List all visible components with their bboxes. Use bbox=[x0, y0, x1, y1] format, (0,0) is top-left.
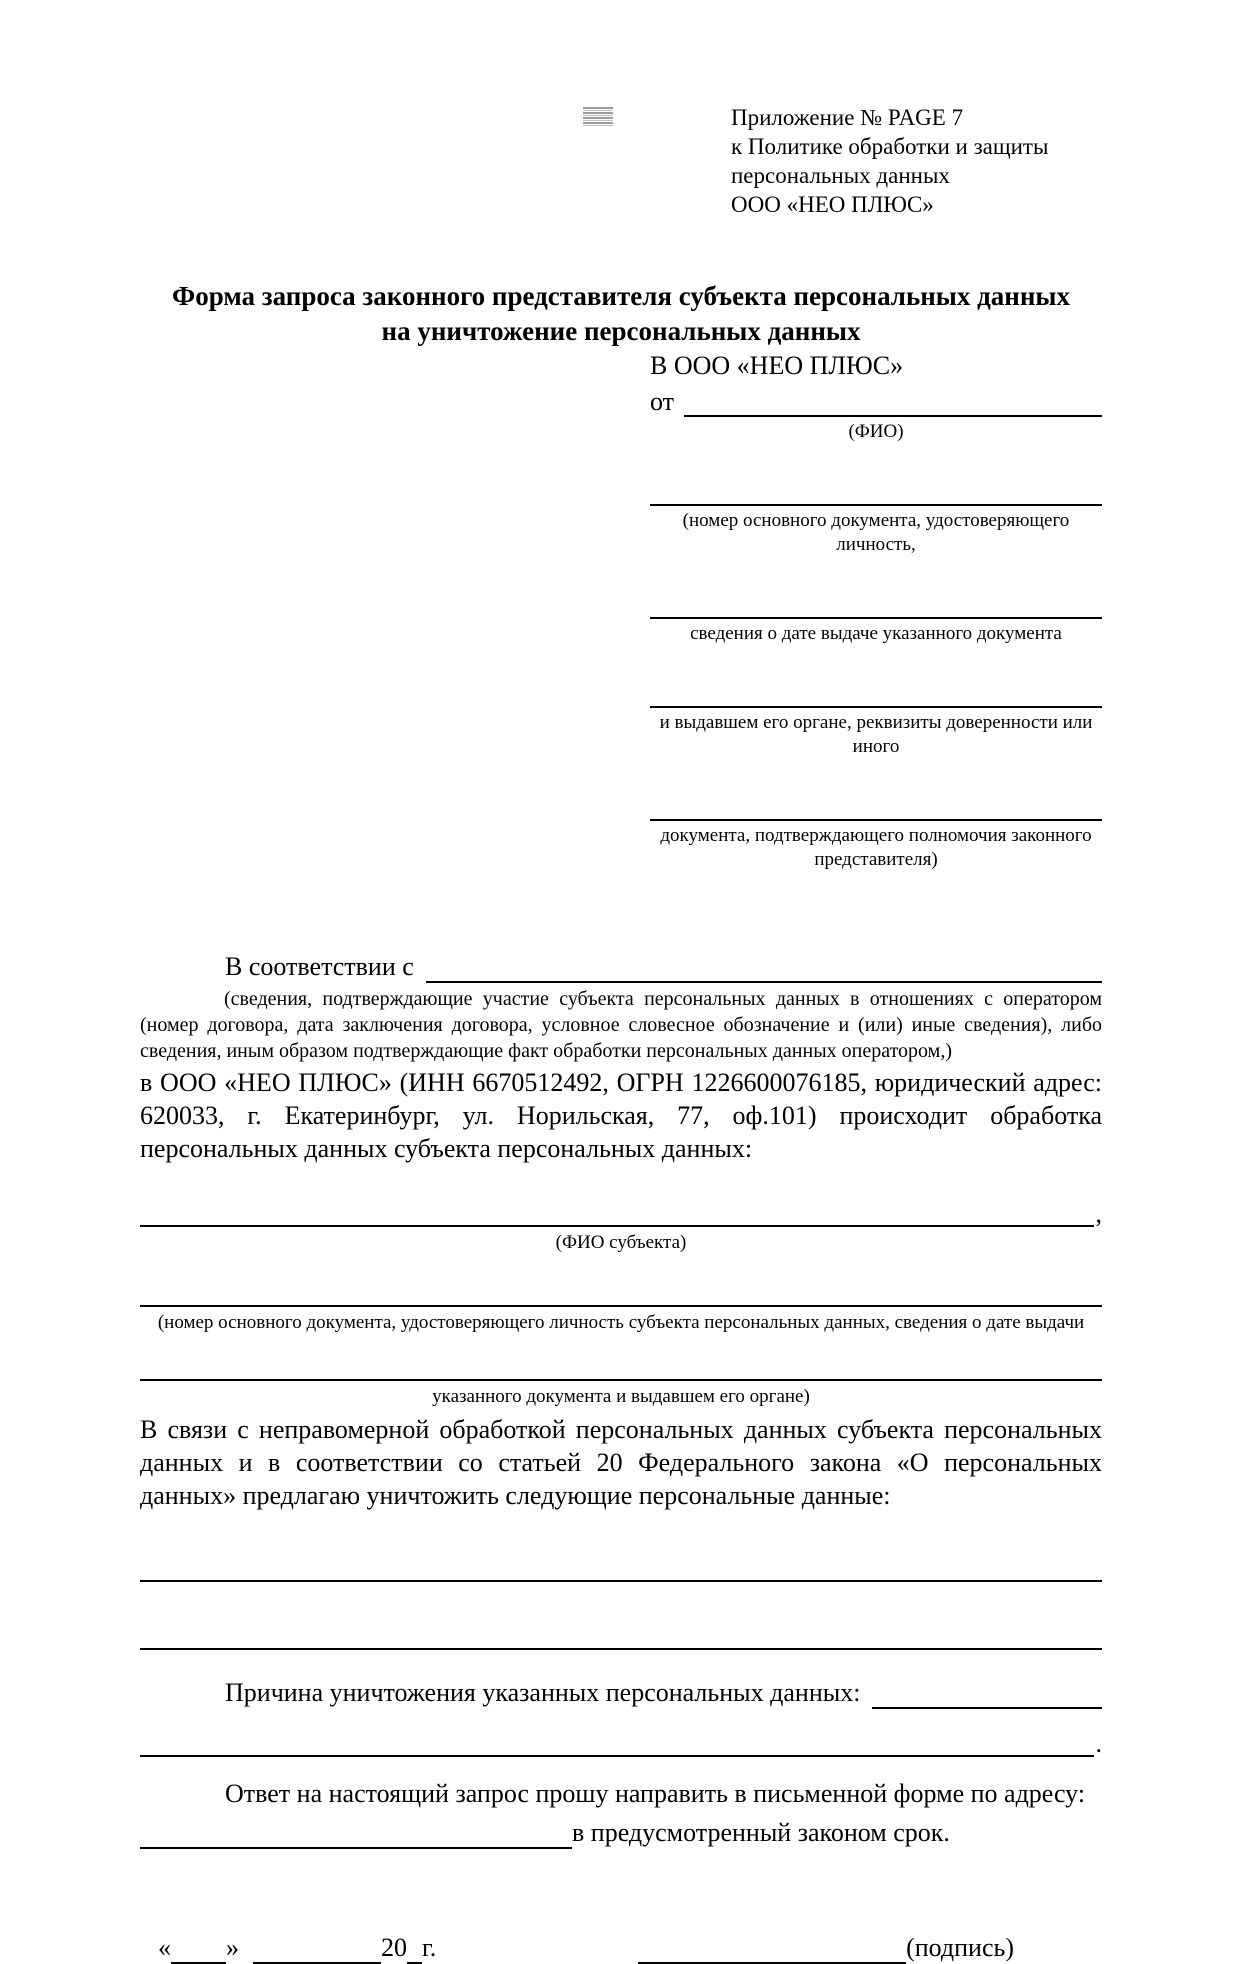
issuing-authority-caption: и выдавшем его органе, реквизиты доверенности или иного bbox=[659, 712, 1093, 757]
recipient-company: В ООО «НЕО ПЛЮС» bbox=[650, 351, 904, 380]
document-number-field[interactable] bbox=[650, 480, 1102, 506]
subject-document-field[interactable] bbox=[140, 1281, 1102, 1307]
document-header bbox=[140, 103, 1102, 219]
reason-field[interactable] bbox=[872, 1683, 1102, 1709]
subject-fio-caption: (ФИО субъекта) bbox=[555, 1232, 687, 1253]
from-label: от bbox=[650, 387, 675, 416]
day-field[interactable] bbox=[171, 1938, 226, 1964]
authority-document-caption: документа, подтверждающего полномочия законного представителя) bbox=[660, 825, 1092, 870]
date-group bbox=[158, 1931, 436, 1964]
issue-date-field[interactable] bbox=[650, 593, 1102, 619]
reason-suffix: . bbox=[1095, 1729, 1102, 1758]
subject-fio-suffix: , bbox=[1095, 1199, 1102, 1228]
footer-row bbox=[140, 1931, 1102, 1964]
fio-field[interactable] bbox=[684, 391, 1102, 417]
reason-label: Причина уничтожения указанных персональных данных: bbox=[225, 1678, 861, 1707]
year-field[interactable] bbox=[407, 1938, 422, 1964]
signature-group bbox=[638, 1931, 1014, 1964]
field-code-artifact-icon bbox=[583, 107, 613, 126]
subject-document-caption-1: (номер основного документа, удостоверяющего личность субъекта персональных данных, сведения о дате выдачи bbox=[157, 1312, 1085, 1333]
year-suffix: г. bbox=[422, 1933, 437, 1962]
signature-field[interactable] bbox=[638, 1938, 906, 1964]
date-open-quote: « bbox=[158, 1933, 171, 1962]
recipient-block bbox=[650, 349, 1102, 872]
subject-fio-row bbox=[140, 1201, 1102, 1227]
reason-continuation-row bbox=[140, 1731, 1102, 1757]
year-prefix: 20 bbox=[381, 1933, 407, 1962]
fio-caption: (ФИО) bbox=[848, 421, 904, 442]
answer-address-field[interactable] bbox=[140, 1823, 572, 1849]
form-title bbox=[140, 279, 1102, 349]
reason-field-2[interactable] bbox=[140, 1731, 1094, 1757]
reason-row bbox=[140, 1676, 1102, 1709]
answer-address-row bbox=[140, 1816, 1102, 1849]
date-close-quote: » bbox=[226, 1933, 239, 1962]
request-paragraph: В связи с неправомерной обработкой персональных данных субъекта персональных данных и в соответствии со статьей 20 Федерального закона «О персональных данных» предлагаю уничтожить следующие персональные данные: bbox=[140, 1415, 1102, 1510]
month-field[interactable] bbox=[253, 1938, 381, 1964]
according-note: (сведения, подтверждающие участие субъекта персональных данных в отношениях с оператором (номер договора, дата заключения договора, условное словесное обозначение и (или) иные сведения), либо сведения, иным образом подтверждающие факт обработки персональных данных оператором,) bbox=[140, 988, 1102, 1062]
from-row bbox=[650, 387, 1102, 417]
issue-date-caption: сведения о дате выдаче указанного документа bbox=[690, 623, 1062, 644]
according-row bbox=[140, 950, 1102, 983]
data-to-destroy-field-1[interactable] bbox=[140, 1556, 1102, 1582]
header-line-policy: к Политике обработки и защиты bbox=[731, 134, 1049, 159]
issuing-authority-field[interactable] bbox=[650, 682, 1102, 708]
form-title-line1: Форма запроса законного представителя субъекта персональных данных bbox=[172, 281, 1070, 311]
data-to-destroy-field-2[interactable] bbox=[140, 1624, 1102, 1650]
subject-fio-field[interactable] bbox=[140, 1201, 1094, 1227]
header-line-appendix: Приложение № PAGE 7 bbox=[731, 105, 964, 130]
form-title-line2: на уничтожение персональных данных bbox=[381, 316, 861, 346]
document-body bbox=[140, 950, 1102, 1964]
header-line-company: ООО «НЕО ПЛЮС» bbox=[731, 192, 934, 217]
signature-caption: (подпись) bbox=[906, 1933, 1014, 1962]
answer-paragraph: Ответ на настоящий запрос прошу направить в письменной форме по адресу: bbox=[225, 1779, 1086, 1808]
answer-tail-text: в предусмотренный законом срок. bbox=[572, 1818, 950, 1847]
according-label: В соответствии с bbox=[225, 952, 414, 981]
authority-document-field[interactable] bbox=[650, 795, 1102, 821]
document-number-caption: (номер основного документа, удостоверяющего личность, bbox=[682, 510, 1070, 555]
subject-document-field-2[interactable] bbox=[140, 1355, 1102, 1381]
header-text-block bbox=[731, 103, 1048, 219]
subject-document-caption-2: указанного документа и выдавшем его органе) bbox=[432, 1386, 810, 1407]
header-line-personal-data: персональных данных bbox=[731, 163, 950, 188]
operator-paragraph: в ООО «НЕО ПЛЮС» (ИНН 6670512492, ОГРН 1226600076185, юридический адрес: 620033, г. Екатеринбург, ул. Норильская, 77, оф.101) происходит обработка персональных данных субъекта персональных данных: bbox=[140, 1068, 1102, 1163]
according-field[interactable] bbox=[426, 957, 1102, 983]
